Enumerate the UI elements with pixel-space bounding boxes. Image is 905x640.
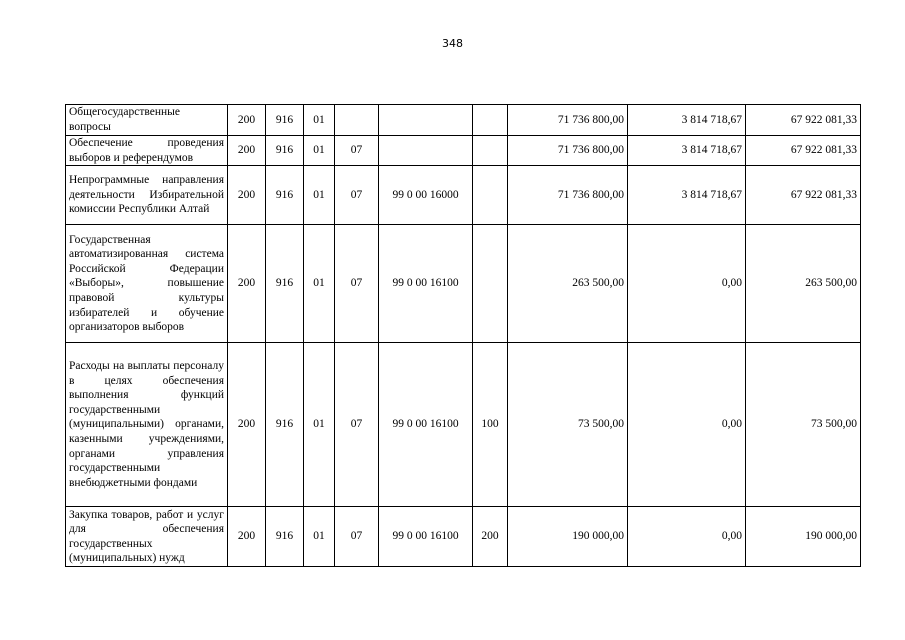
target-article-cell: 99 0 00 16000 (379, 166, 473, 225)
change-cell: 3 814 718,67 (628, 166, 746, 225)
subsection-cell: 07 (335, 225, 379, 343)
ministry-cell: 916 (266, 166, 304, 225)
table-row (66, 343, 861, 507)
amount-cell: 73 500,00 (508, 343, 628, 507)
subsection-cell (335, 105, 379, 136)
total-cell: 263 500,00 (746, 225, 861, 343)
change-cell: 3 814 718,67 (628, 136, 746, 166)
row-name-cell: Закупка товаров, работ и услуг для обеспечения государственных (муниципальных) нужд (66, 507, 228, 567)
section-cell: 01 (304, 343, 335, 507)
budget-table (65, 104, 861, 567)
table-row (66, 105, 861, 136)
amount-cell: 71 736 800,00 (508, 166, 628, 225)
expense-type-cell (473, 105, 508, 136)
row-name-cell: Общегосударственные вопросы (66, 105, 228, 136)
total-cell: 67 922 081,33 (746, 166, 861, 225)
target-article-cell (379, 136, 473, 166)
ministry-cell: 916 (266, 343, 304, 507)
code-cell: 200 (228, 507, 266, 567)
target-article-cell: 99 0 00 16100 (379, 507, 473, 567)
row-name-cell: Расходы на выплаты персоналу в целях обеспечения выполнения функций государственными (муниципальными) органами, казенными учреждениями, органами управления государственными внебюджетными фондами (66, 343, 228, 507)
amount-cell: 71 736 800,00 (508, 136, 628, 166)
change-cell: 0,00 (628, 343, 746, 507)
ministry-cell: 916 (266, 136, 304, 166)
ministry-cell: 916 (266, 225, 304, 343)
change-cell: 0,00 (628, 507, 746, 567)
code-cell: 200 (228, 343, 266, 507)
page-number: 348 (442, 37, 463, 50)
section-cell: 01 (304, 166, 335, 225)
section-cell: 01 (304, 225, 335, 343)
amount-cell: 71 736 800,00 (508, 105, 628, 136)
target-article-cell: 99 0 00 16100 (379, 343, 473, 507)
change-cell: 0,00 (628, 225, 746, 343)
code-cell: 200 (228, 136, 266, 166)
ministry-cell: 916 (266, 507, 304, 567)
section-cell: 01 (304, 136, 335, 166)
expense-type-cell (473, 166, 508, 225)
code-cell: 200 (228, 105, 266, 136)
code-cell: 200 (228, 166, 266, 225)
subsection-cell: 07 (335, 507, 379, 567)
expense-type-cell (473, 136, 508, 166)
table-row (66, 507, 861, 567)
total-cell: 67 922 081,33 (746, 105, 861, 136)
table-row (66, 136, 861, 166)
table-row (66, 166, 861, 225)
table-row (66, 225, 861, 343)
section-cell: 01 (304, 507, 335, 567)
amount-cell: 263 500,00 (508, 225, 628, 343)
table-body (66, 105, 861, 567)
subsection-cell: 07 (335, 343, 379, 507)
expense-type-cell (473, 225, 508, 343)
row-name-cell: Государственная автоматизированная система Российской Федерации «Выборы», повышение правовой культуры избирателей и обучение организаторов выборов (66, 225, 228, 343)
target-article-cell (379, 105, 473, 136)
total-cell: 67 922 081,33 (746, 136, 861, 166)
section-cell: 01 (304, 105, 335, 136)
row-name-cell: Обеспечение проведения выборов и референдумов (66, 136, 228, 166)
total-cell: 190 000,00 (746, 507, 861, 567)
subsection-cell: 07 (335, 136, 379, 166)
amount-cell: 190 000,00 (508, 507, 628, 567)
change-cell: 3 814 718,67 (628, 105, 746, 136)
code-cell: 200 (228, 225, 266, 343)
total-cell: 73 500,00 (746, 343, 861, 507)
expense-type-cell: 100 (473, 343, 508, 507)
ministry-cell: 916 (266, 105, 304, 136)
row-name-cell: Непрограммные направления деятельности Избирательной комиссии Республики Алтай (66, 166, 228, 225)
subsection-cell: 07 (335, 166, 379, 225)
expense-type-cell: 200 (473, 507, 508, 567)
target-article-cell: 99 0 00 16100 (379, 225, 473, 343)
